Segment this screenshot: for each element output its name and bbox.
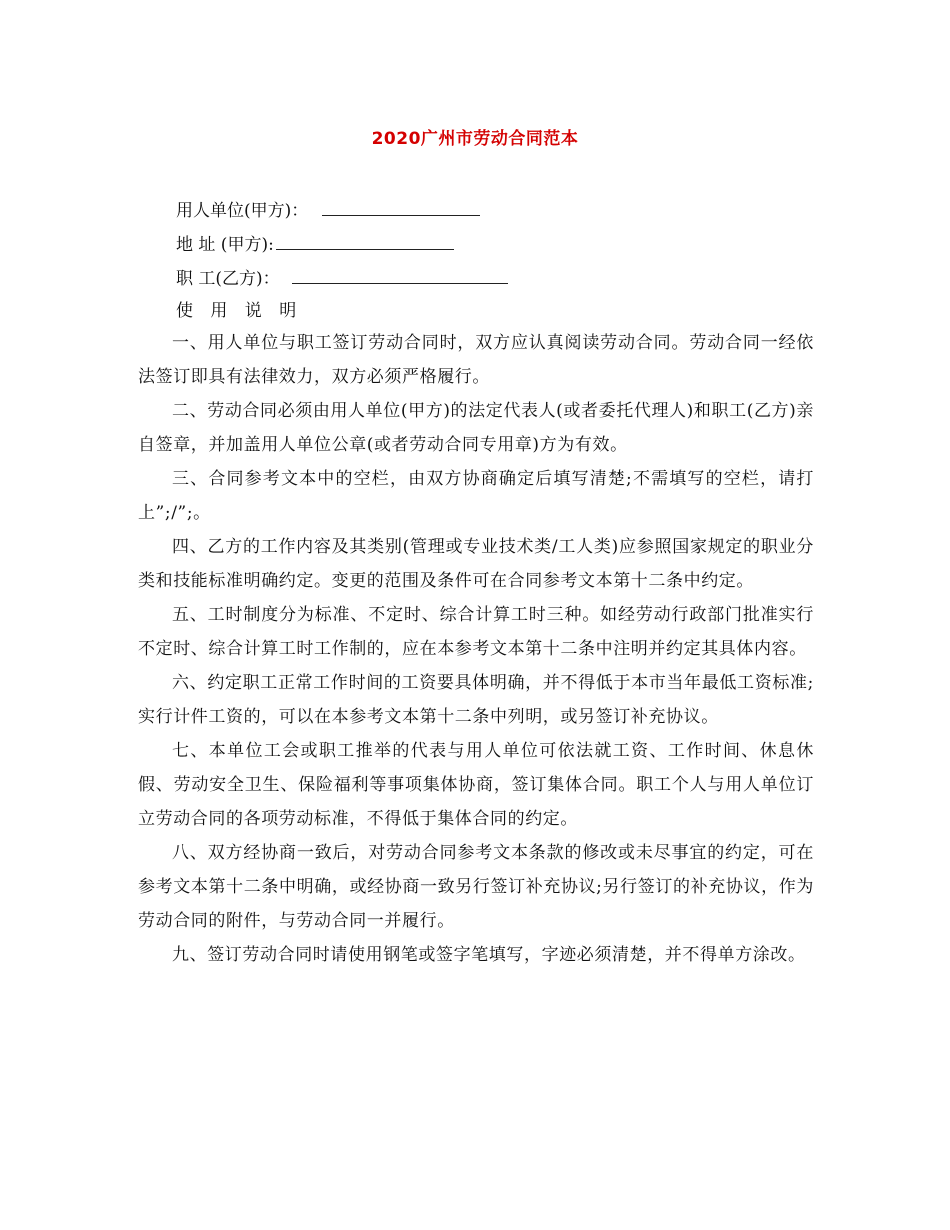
paragraph-5: 五、工时制度分为标准、不定时、综合计算工时三种。如经劳动行政部门批准实行不定时、综合计算工时工作制的，应在本参考文本第十二条中注明并约定其具体内容。: [138, 605, 814, 659]
paragraph-9: 九、签订劳动合同时请使用钢笔或签字笔填写，字迹必须清楚，并不得单方涂改。: [172, 945, 806, 965]
document-title: 2020广州市劳动合同范本: [371, 129, 579, 149]
employee-field: [176, 264, 508, 289]
employee-blank-line: [292, 269, 508, 284]
paragraph-6: 六、约定职工正常工作时间的工资要具体明确，并不得低于本市当年最低工资标准;实行计件工资的，可以在本参考文本第十二条中列明，或另签订补充协议。: [138, 673, 814, 727]
address-blank-line: [276, 235, 454, 250]
paragraph-2: 二、劳动合同必须由用人单位(甲方)的法定代表人(或者委托代理人)和职工(乙方)亲自签章，并加盖用人单位公章(或者劳动合同专用章)方为有效。: [138, 401, 814, 455]
instructions-body: [138, 326, 814, 972]
paragraph-1: 一、用人单位与职工签订劳动合同时，双方应认真阅读劳动合同。劳动合同一经依法签订即具有法律效力，双方必须严格履行。: [138, 333, 814, 387]
employer-field: [176, 196, 480, 221]
address-label: 地 址 (甲方):: [176, 235, 274, 255]
address-field: [176, 230, 454, 255]
paragraph-8: 八、双方经协商一致后，对劳动合同参考文本条款的修改或未尽事宜的约定，可在参考文本第十二条中明确，或经协商一致另行签订补充协议;另行签订的补充协议，作为劳动合同的附件，与劳动合同一并履行。: [138, 843, 814, 931]
section-heading: 使 用 说 明: [176, 301, 303, 321]
employer-blank-line: [322, 201, 480, 216]
paragraph-3: 三、合同参考文本中的空栏，由双方协商确定后填写清楚;不需填写的空栏，请打上”;/”;。: [138, 469, 814, 523]
paragraph-7: 七、本单位工会或职工推举的代表与用人单位可依法就工资、工作时间、休息休假、劳动安全卫生、保险福利等事项集体协商，签订集体合同。职工个人与用人单位订立劳动合同的各项劳动标准，不得低于集体合同的约定。: [138, 741, 814, 829]
paragraph-4: 四、乙方的工作内容及其类别(管理或专业技术类/工人类)应参照国家规定的职业分类和技能标准明确约定。变更的范围及条件可在合同参考文本第十二条中约定。: [138, 537, 814, 591]
employee-label: 职 工(乙方)：: [176, 269, 280, 289]
employer-label: 用人单位(甲方)：: [176, 201, 309, 221]
